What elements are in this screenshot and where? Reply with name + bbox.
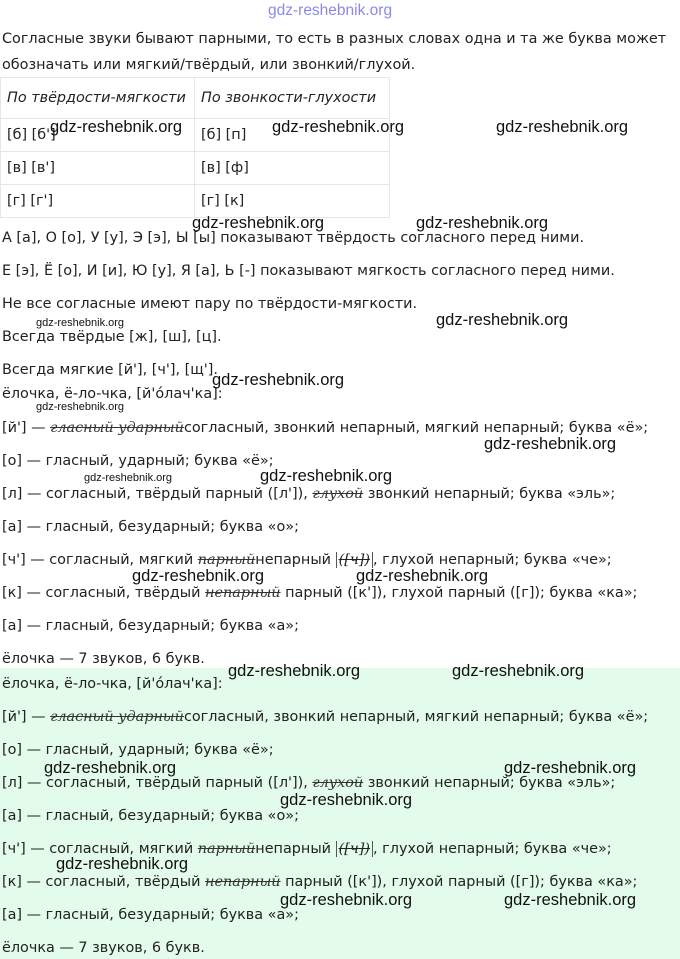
rule-line: Е [э], Ё [о], И [и], Ю [у], Я [а], Ь [-] показывают мягкость согласного перед ними. bbox=[2, 263, 615, 279]
analysis-line-ch: [ч'] — согласный, мягкий парныйнепарный ([ч]) , глухой непарный; буква «че»; bbox=[2, 552, 612, 568]
watermark: gdz-reshebnik.org bbox=[416, 214, 549, 232]
struck-text: непарный bbox=[205, 874, 281, 890]
watermark: gdz-reshebnik.org bbox=[280, 891, 413, 909]
intro-text-2: обозначать или мягкий/твёрдый, или звонкий/глухой. bbox=[2, 57, 416, 73]
struck-text: гласный ударный bbox=[50, 709, 184, 725]
watermark: gdz-reshebnik.org bbox=[84, 472, 173, 484]
watermark: gdz-reshebnik.org bbox=[36, 401, 125, 413]
analysis-line-l: [л] — согласный, твёрдый парный ([л']), глухой звонкий непарный; буква «эль»; bbox=[2, 486, 616, 502]
analysis-line-a: [а] — гласный, безударный; буква «о»; bbox=[2, 519, 299, 535]
watermark: gdz-reshebnik.org bbox=[436, 311, 569, 329]
analysis-line-a: [а] — гласный, безударный; буква «о»; bbox=[2, 808, 299, 824]
table-header: По твёрдости-мягкости bbox=[1, 78, 195, 119]
watermark: gdz-reshebnik.org bbox=[272, 118, 405, 136]
analysis-line-y: [й'] — гласный ударныйсогласный, звонкий непарный, мягкий непарный; буква «ё»; bbox=[2, 420, 649, 436]
rule-line: Всегда твёрдые [ж], [ш], [ц]. bbox=[2, 329, 222, 345]
watermark: gdz-reshebnik.org bbox=[268, 2, 393, 19]
analysis-header: ёлочка, ё-ло-чка, [й'óлач'ка]: bbox=[2, 676, 223, 692]
table-cell: [в] [ф] bbox=[195, 152, 390, 185]
analysis-line-k: [к] — согласный, твёрдый непарный парный ([к']), глухой парный ([г]); буква «ка»; bbox=[2, 585, 638, 601]
intro-text-1: Согласные звуки бывают парными, то есть в разных словах одна и та же буква может bbox=[2, 31, 667, 47]
struck-text: гласный ударный bbox=[50, 420, 184, 436]
watermark: gdz-reshebnik.org bbox=[504, 891, 637, 909]
watermark: gdz-reshebnik.org bbox=[504, 759, 637, 777]
analysis-line-l: [л] — согласный, твёрдый парный ([л']), глухой звонкий непарный; буква «эль»; bbox=[2, 775, 616, 791]
circled-note: ([ч]) bbox=[336, 552, 373, 568]
table-cell: [г] [к] bbox=[195, 185, 390, 218]
table-cell: [в] [в'] bbox=[1, 152, 195, 185]
watermark: gdz-reshebnik.org bbox=[452, 662, 585, 680]
rule-line: Всегда мягкие [й'], [ч'], [щ']. bbox=[2, 362, 218, 378]
watermark: gdz-reshebnik.org bbox=[356, 567, 489, 585]
watermark: gdz-reshebnik.org bbox=[192, 214, 325, 232]
struck-text: непарный bbox=[205, 585, 281, 601]
analysis-header: ёлочка, ё-ло-чка, [й'óлач'ка]: bbox=[2, 386, 223, 402]
analysis-line-y: [й'] — гласный ударныйсогласный, звонкий непарный, мягкий непарный; буква «ё»; bbox=[2, 709, 649, 725]
watermark: gdz-reshebnik.org bbox=[36, 317, 125, 329]
struck-text: парный bbox=[197, 841, 256, 857]
watermark: gdz-reshebnik.org bbox=[44, 759, 177, 777]
analysis-line-o: [о] — гласный, ударный; буква «ё»; bbox=[2, 742, 274, 758]
struck-text: глухой bbox=[312, 486, 364, 502]
watermark: gdz-reshebnik.org bbox=[212, 371, 345, 389]
watermark: gdz-reshebnik.org bbox=[56, 855, 189, 873]
watermark: gdz-reshebnik.org bbox=[132, 567, 265, 585]
struck-text: глухой bbox=[312, 775, 364, 791]
watermark: gdz-reshebnik.org bbox=[496, 118, 629, 136]
analysis-line-o: [о] — гласный, ударный; буква «ё»; bbox=[2, 453, 274, 469]
watermark: gdz-reshebnik.org bbox=[484, 435, 617, 453]
analysis-line-k: [к] — согласный, твёрдый непарный парный ([к']), глухой парный ([г]); буква «ка»; bbox=[2, 874, 638, 890]
table-cell: [б] [б'] bbox=[1, 119, 195, 152]
analysis-summary: ёлочка — 7 звуков, 6 букв. bbox=[2, 940, 205, 956]
watermark: gdz-reshebnik.org bbox=[280, 791, 413, 809]
pairs-table bbox=[0, 77, 390, 218]
rule-line: А [а], О [о], У [у], Э [э], Ы [ы] показывают твёрдость согласного перед ними. bbox=[2, 230, 585, 246]
table-header: По звонкости-глухости bbox=[195, 78, 390, 119]
table-cell: [б] [п] bbox=[195, 119, 390, 152]
watermark: gdz-reshebnik.org bbox=[50, 118, 183, 136]
rule-line: Не все согласные имеют пару по твёрдости-мягкости. bbox=[2, 296, 418, 312]
circled-note: ([ч]) bbox=[336, 841, 373, 857]
analysis-line-a: [а] — гласный, безударный; буква «а»; bbox=[2, 618, 299, 634]
watermark: gdz-reshebnik.org bbox=[260, 467, 393, 485]
table-cell: [г] [г'] bbox=[1, 185, 195, 218]
analysis-line-a: [а] — гласный, безударный; буква «а»; bbox=[2, 907, 299, 923]
analysis-summary: ёлочка — 7 звуков, 6 букв. bbox=[2, 651, 205, 667]
struck-text: парный bbox=[197, 552, 256, 568]
analysis-line-ch: [ч'] — согласный, мягкий парныйнепарный ([ч]) , глухой непарный; буква «че»; bbox=[2, 841, 612, 857]
watermark: gdz-reshebnik.org bbox=[228, 662, 361, 680]
